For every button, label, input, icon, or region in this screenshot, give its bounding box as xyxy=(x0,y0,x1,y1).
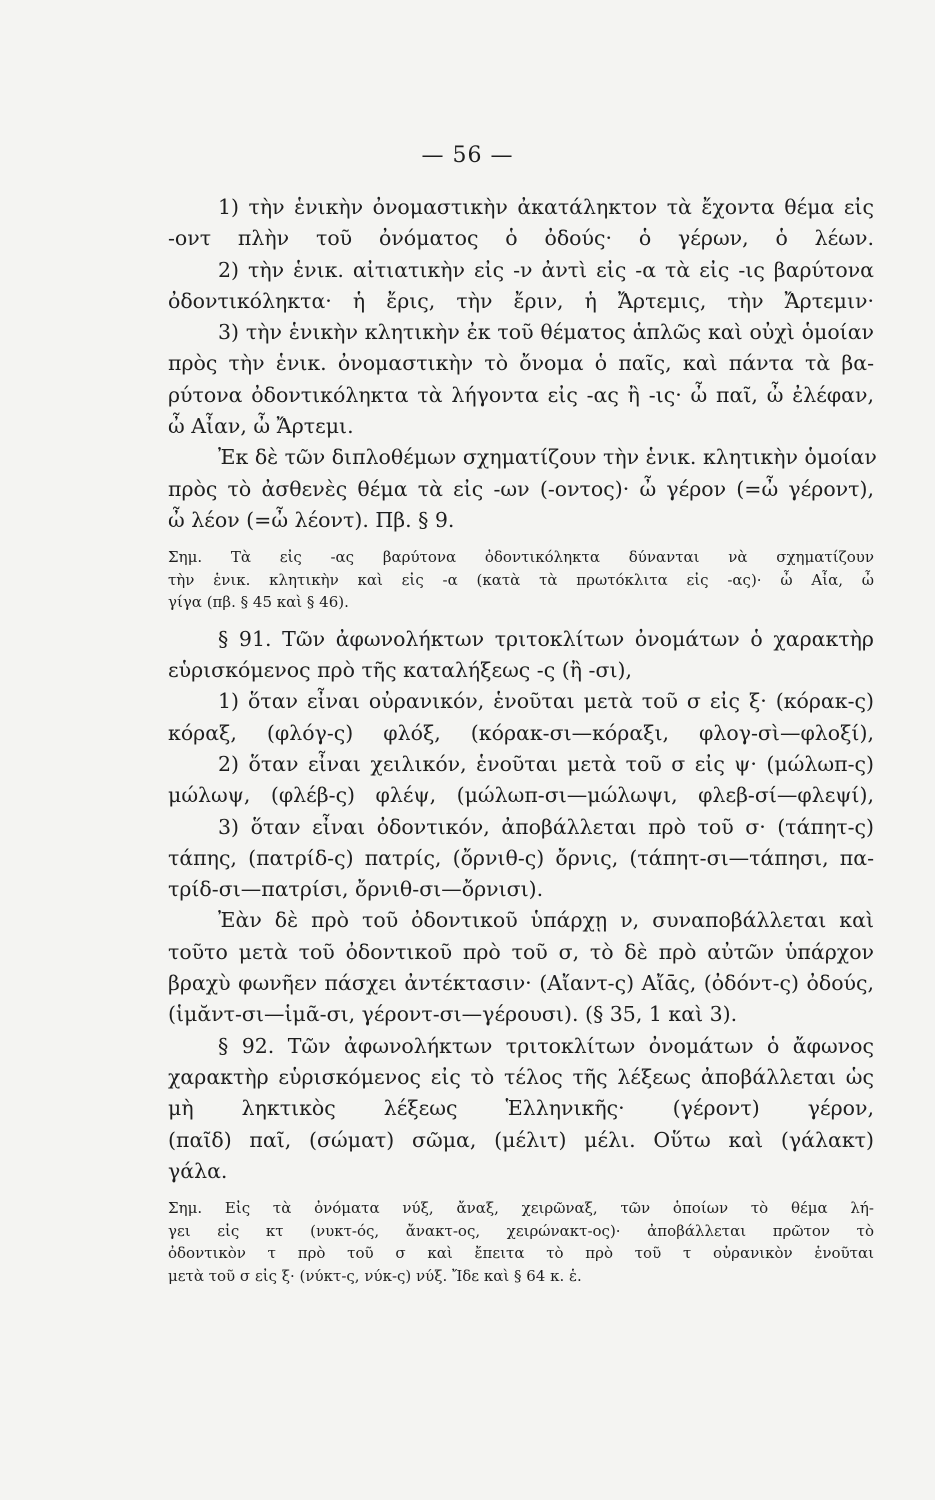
text-line: ρύτονα ὀδοντικόληκτα τὰ λήγοντα εἰς -ας ἢ -ις· ὦ παῖ, ὦ ἐλέφαν, xyxy=(168,382,874,407)
text-line: 3) ὅταν εἶναι ὀδοντικόν, ἀποβάλλεται πρὸ τοῦ σ· (τάπητ-ς) xyxy=(218,814,874,839)
text-line: χαρακτὴρ εὑρισκόμενος εἰς τὸ τέλος τῆς λέξεως ἀποβάλλεται ὡς xyxy=(168,1064,874,1089)
note-line: ὀδοντικὸν τ πρὸ τοῦ σ καὶ ἔπειτα τὸ πρὸ τοῦ τ οὐρανικὸν ἑνοῦται xyxy=(168,1244,874,1263)
text-line: 1) τὴν ἑνικὴν ὀνομαστικὴν ἀκατάληκτον τὰ ἔχοντα θέμα εἰς xyxy=(218,195,874,219)
text-line: ὦ λέον (=ὦ λέοντ). Πβ. § 9. xyxy=(168,507,455,532)
text-line: ὀδοντικόληκτα· ἡ ἔρις, τὴν ἔριν, ἡ Ἄρτεμις, τὴν Ἄρτεμιν· xyxy=(168,288,874,313)
text-line: κόραξ, (φλόγ-ς) φλόξ, (κόρακ-σι—κόραξι, φλογ-σὶ—φλοξί), xyxy=(168,720,874,745)
page-body xyxy=(168,192,877,1287)
page-number: — 56 — xyxy=(421,143,514,168)
text-line: εὑρισκόμενος πρὸ τῆς καταλήξεως -ς (ἢ -σι), xyxy=(168,658,633,683)
text-line: πρὸς τὸ ἀσθενὲς θέμα τὰ εἰς -ων (-οντος)· ὦ γέρον (=ὦ γέροντ), xyxy=(168,476,874,501)
note-line: μετὰ τοῦ σ εἰς ξ· (νύκτ-ς, νύκ-ς) νύξ. Ἴδε καὶ § 64 κ. ἑ. xyxy=(168,1266,582,1285)
text-line: (παῖδ) παῖ, (σώματ) σῶμα, (μέλιτ) μέλι. Οὕτω καὶ (γάλακτ) xyxy=(168,1127,874,1152)
note-line: γει εἰς κτ (νυκτ-ός, ἄνακτ-ος, χειρώνακτ-ος)· ἀποβάλλεται πρῶτον τὸ xyxy=(168,1221,874,1240)
text-line: μὴ ληκτικὸς λέξεως Ἑλληνικῆς· (γέροντ) γέρον, xyxy=(168,1096,874,1121)
text-line: τάπης, (πατρίδ-ς) πατρίς, (ὄρνιθ-ς) ὄρνις, (τάπητ-σι—τάπησι, πα- xyxy=(168,845,874,870)
text-line: γάλα. xyxy=(168,1158,228,1183)
text-line: 3) τὴν ἑνικὴν κλητικὴν ἐκ τοῦ θέματος ἁπλῶς καὶ οὐχὶ ὁμοίαν xyxy=(218,320,874,345)
note-line: τὴν ἑνικ. κλητικὴν καὶ εἰς -α (κατὰ τὰ πρωτόκλιτα εἰς -ας)· ὦ Αἶα, ὦ xyxy=(168,570,874,589)
text-line: μώλωψ, (φλέβ-ς) φλέψ, (μώλωπ-σι—μώλωψι, φλεβ-σί—φλεψί), xyxy=(168,783,874,808)
footnote-2 xyxy=(168,1197,874,1287)
section-92-heading-line: § 92. Τῶν ἀφωνολήκτων τριτοκλίτων ὀνομάτων ὁ ἄφωνος xyxy=(218,1033,874,1058)
text-line: τρίδ-σι—πατρίσι, ὄρνιθ-σι—ὄρνισι). xyxy=(168,877,544,902)
text-line: (ἱμᾰντ-σι—ἱμᾶ-σι, γέροντ-σι—γέρουσι). (§ 35, 1 καὶ 3). xyxy=(168,1002,738,1027)
text-line: 2) τὴν ἑνικ. αἰτιατικὴν εἰς -ν ἀντὶ εἰς -α τὰ εἰς -ις βαρύτονα xyxy=(218,257,874,282)
text-line: -οντ πλὴν τοῦ ὀνόματος ὁ ὀδούς· ὁ γέρων, ὁ λέων. xyxy=(168,226,874,251)
text-line: Ἐκ δὲ τῶν διπλοθέμων σχηματίζουν τὴν ἑνικ. κλητικὴν ὁμοίαν xyxy=(218,445,877,470)
footnote-1 xyxy=(168,546,874,614)
text-line: πρὸς τὴν ἑνικ. ὀνομαστικὴν τὸ ὄνομα ὁ παῖς, καὶ πάντα τὰ βα- xyxy=(168,351,874,376)
text-line: ὦ Αἶαν, ὦ Ἄρτεμι. xyxy=(168,414,354,439)
text-line: 1) ὅταν εἶναι οὐρανικόν, ἑνοῦται μετὰ τοῦ σ εἰς ξ· (κόρακ-ς) xyxy=(218,689,874,714)
note-line: Σημ. Τὰ εἰς -ας βαρύτονα ὀδοντικόληκτα δύνανται νὰ σχηματίζουν xyxy=(168,548,874,567)
text-line: βραχὺ φωνῆεν πάσχει ἀντέκτασιν· (Αἴαντ-ς) Αἴᾱς, (ὀδόντ-ς) ὀδούς, xyxy=(168,971,874,996)
note-line: γίγα (πβ. § 45 καὶ § 46). xyxy=(168,593,349,612)
text-line: 2) ὅταν εἶναι χειλικόν, ἑνοῦται μετὰ τοῦ σ εἰς ψ· (μώλωπ-ς) xyxy=(218,751,874,776)
text-line: Ἐὰν δὲ πρὸ τοῦ ὀδοντικοῦ ὑπάρχῃ ν, συναποβάλλεται καὶ xyxy=(218,908,874,933)
paragraph-block-2 xyxy=(168,624,874,1187)
paragraph-block-1 xyxy=(168,192,877,536)
note-line: Σημ. Εἰς τὰ ὀνόματα νύξ, ἄναξ, χειρῶναξ, τῶν ὁποίων τὸ θέμα λή- xyxy=(168,1199,874,1218)
text-line: τοῦτο μετὰ τοῦ ὀδοντικοῦ πρὸ τοῦ σ, τὸ δὲ πρὸ αὐτῶν ὑπάρχον xyxy=(168,939,874,964)
section-91-heading-line: § 91. Τῶν ἀφωνολήκτων τριτοκλίτων ὀνομάτων ὁ χαρακτὴρ xyxy=(218,626,874,651)
